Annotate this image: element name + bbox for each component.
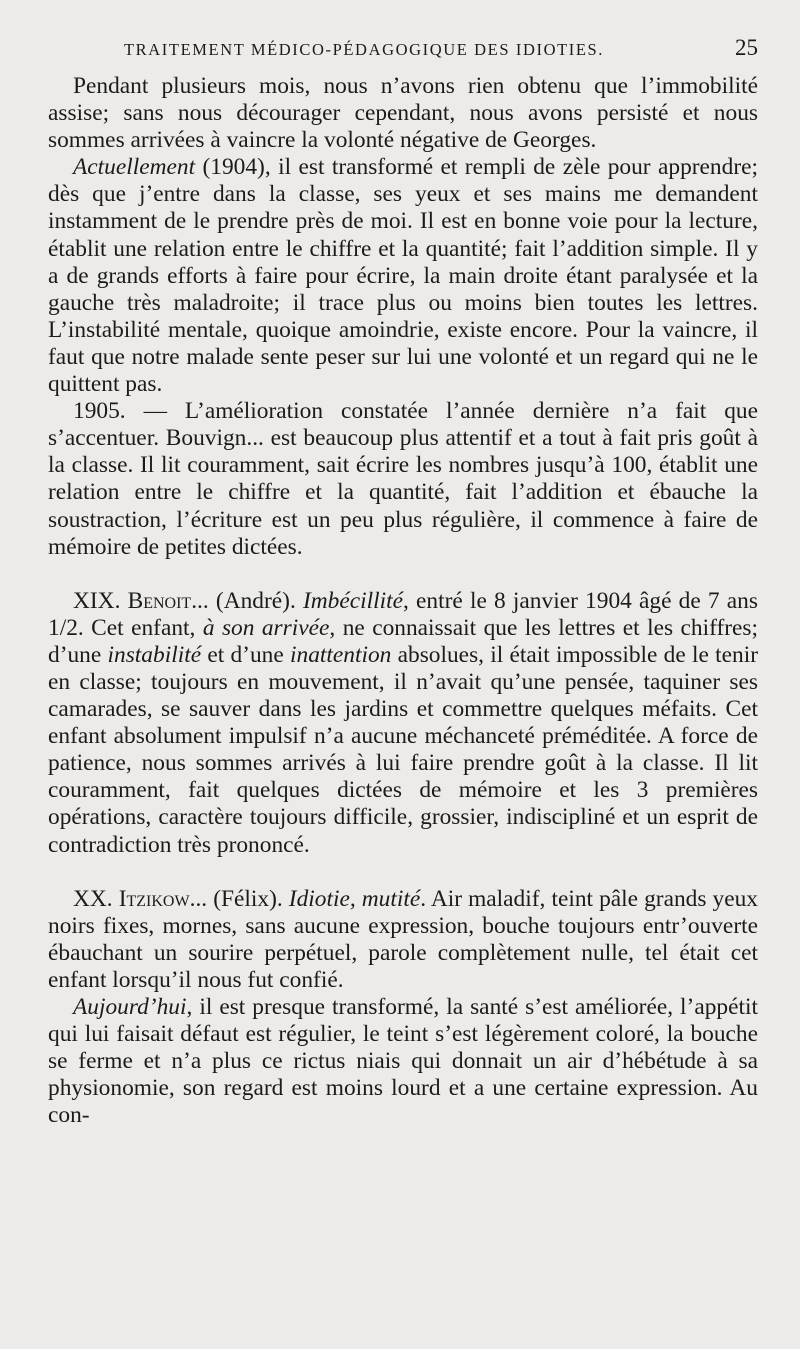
diagnosis: Idiotie, mutité	[288, 885, 421, 912]
case-xix-benoit	[48, 588, 758, 859]
emphasis-arrival: à son arrivée	[202, 614, 330, 641]
paragraph-1905: 1905. — L’amélioration constatée l’année dernière n’a fait que s’accentuer. Bouvign... est beaucoup plus attentif et a tout à fait pris goût à la classe. Il lit couramment, sait écrire les nombres jusqu’à 100, établit une relation entre le chiffre et la quantité, fait l’addition et ébauche la soustraction, l’écriture est un peu plus régulière, il commence à faire de mémoire de petites dictées.	[48, 398, 758, 560]
patient-first-name: ... (Félix).	[189, 885, 289, 912]
emphasis-inattention: inattention	[290, 641, 392, 668]
page-number: 25	[735, 35, 758, 60]
case-text: , entré le 8 janvier 1904 âgé de 7 ans 1/2. Cet enfant,	[48, 587, 758, 641]
emphasis-instability: instabilité	[107, 641, 202, 668]
page-body	[48, 73, 758, 1129]
paragraph-text: , il est presque transformé, la santé s’est améliorée, l’appétit qui lui faisait défaut est régulier, le teint s’est légèrement coloré, la bouche se ferme et n’a plus ce rictus niais qui donnait un air d’hébétude à sa physionomie, son regard est moins lourd et a une certaine expression. Au con-	[48, 994, 758, 1129]
paragraph-actuellement	[48, 154, 758, 398]
patient-name: Benoit	[127, 587, 192, 614]
page-header	[48, 35, 760, 70]
paragraph-aujourdhui	[48, 994, 758, 1129]
section-gap	[48, 859, 758, 886]
case-xx-itzikow	[48, 886, 758, 994]
section-gap	[48, 561, 758, 588]
emphasis-actuellement: Actuellement	[73, 154, 196, 181]
paragraph-text: (1904), il est transformé et rempli de zèle pour apprendre; dès que j’entre dans la classe, ses yeux et ses mains me demandent instamment de le prendre près de moi. Il est en bonne voie pour la lecture, établit une relation entre le chiffre et la quantité; fait l’addition simple. Il y a de grands efforts à faire pour écrire, la main droite étant paralysée et la gauche très maladroite; il trace plus ou moins bien toutes les lettres. L’instabilité mentale, quoique amoindrie, existe encore. Pour la vaincre, il faut que notre malade sente peser sur lui une volonté et un regard qui ne le quittent pas.	[48, 154, 758, 398]
running-head: TRAITEMENT MÉDICO-PÉDAGOGIQUE DES IDIOTIES.	[124, 40, 605, 59]
emphasis-aujourdhui: Aujourd’hui	[73, 994, 187, 1020]
paragraph-georges-progress: Pendant plusieurs mois, nous n’avons rien obtenu que l’immobilité assise; sans nous décourager cependant, nous avons persisté et nous sommes arrivées à vaincre la volonté négative de Georges.	[48, 73, 758, 154]
patient-name: Itzikow	[118, 885, 190, 912]
case-text: , ne connaissait que les lettres et les chiffres; d’une	[48, 614, 758, 668]
patient-first-name: ... (André).	[191, 587, 303, 614]
case-text: . Air maladif, teint pâle grands yeux noirs fixes, mornes, sans aucune expression, bouche toujours entr’ouverte ébauchant un sourire perpétuel, parole complètement nulle, tel était cet enfant lorsqu’il nous fut confié.	[48, 885, 758, 993]
case-text: absolues, il était impossible de le tenir en classe; toujours en mouvement, il n’avait qu’une pensée, taquiner ses camarades, se sauver dans les jardins et commettre quelques méfaits. Cet enfant absolument impulsif n’a aucune méchanceté préméditée. A force de patience, nous sommes arrivés à lui faire prendre goût à la classe. Il lit couramment, fait quelques dictées de mémoire et les 3 premières opérations, caractère toujours difficile, grossier, indiscipliné et un esprit de contradiction très prononcé.	[48, 641, 758, 858]
diagnosis: Imbécillité	[303, 587, 404, 614]
case-text: et d’une	[201, 641, 290, 668]
case-number: XX.	[73, 885, 119, 912]
case-number: XIX.	[73, 587, 128, 614]
